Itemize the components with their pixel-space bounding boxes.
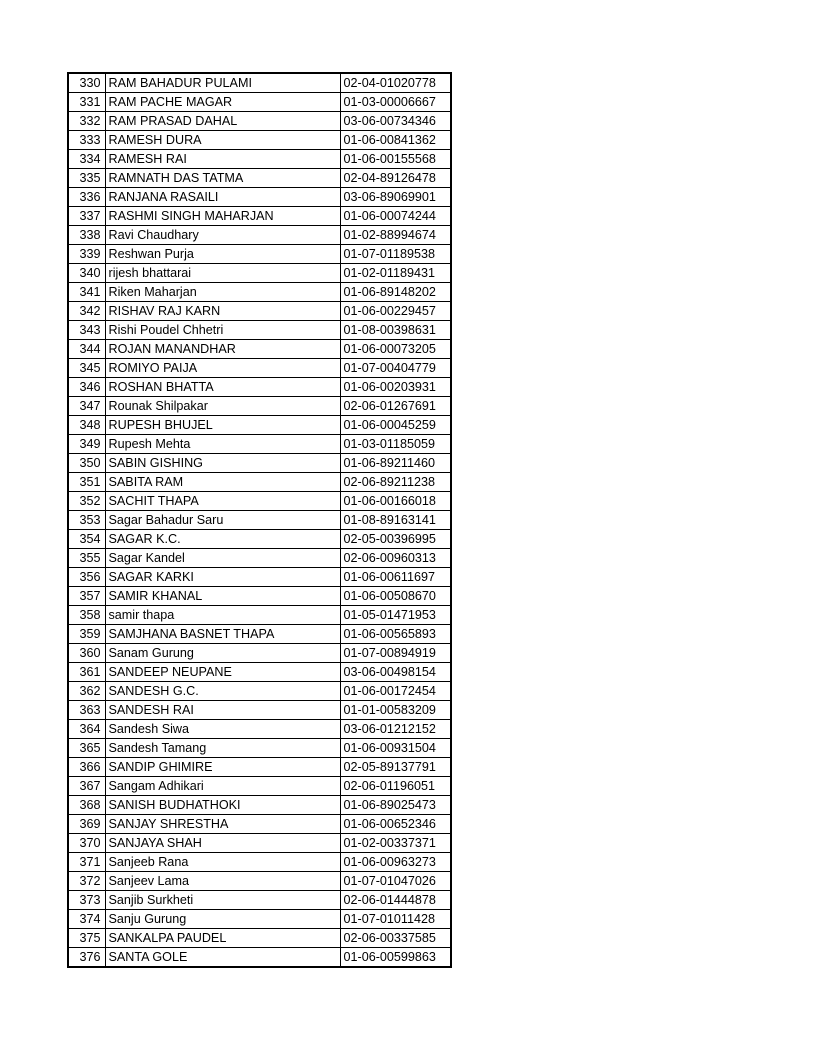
id-code: 01-06-89211460: [340, 454, 451, 473]
person-name: RAMNATH DAS TATMA: [105, 169, 340, 188]
row-number: 336: [68, 188, 105, 207]
id-code: 02-06-01196051: [340, 777, 451, 796]
table-row: [68, 245, 451, 264]
table-row: [68, 872, 451, 891]
row-number: 352: [68, 492, 105, 511]
table-row: [68, 302, 451, 321]
row-number: 365: [68, 739, 105, 758]
id-code: 01-06-00045259: [340, 416, 451, 435]
row-number: 343: [68, 321, 105, 340]
row-number: 338: [68, 226, 105, 245]
id-code: 01-06-00073205: [340, 340, 451, 359]
id-code: 01-07-01047026: [340, 872, 451, 891]
table-row: [68, 416, 451, 435]
id-code: 01-06-00611697: [340, 568, 451, 587]
table-row: [68, 853, 451, 872]
row-number: 369: [68, 815, 105, 834]
table-row: [68, 511, 451, 530]
row-number: 359: [68, 625, 105, 644]
row-number: 372: [68, 872, 105, 891]
row-number: 344: [68, 340, 105, 359]
id-code: 01-08-00398631: [340, 321, 451, 340]
id-code: 01-06-89025473: [340, 796, 451, 815]
id-code: 01-06-00172454: [340, 682, 451, 701]
id-code: 01-06-00565893: [340, 625, 451, 644]
person-name: Sanam Gurung: [105, 644, 340, 663]
table-row: [68, 663, 451, 682]
table-row: [68, 549, 451, 568]
row-number: 333: [68, 131, 105, 150]
row-number: 364: [68, 720, 105, 739]
row-number: 356: [68, 568, 105, 587]
person-name: RANJANA RASAILI: [105, 188, 340, 207]
person-name: RAMESH RAI: [105, 150, 340, 169]
row-number: 340: [68, 264, 105, 283]
id-code: 03-06-00498154: [340, 663, 451, 682]
table-row: [68, 93, 451, 112]
person-name: SAMIR KHANAL: [105, 587, 340, 606]
id-code: 01-02-01189431: [340, 264, 451, 283]
row-number: 337: [68, 207, 105, 226]
id-code: 02-04-89126478: [340, 169, 451, 188]
person-name: Sanjib Surkheti: [105, 891, 340, 910]
person-name: RAM PACHE MAGAR: [105, 93, 340, 112]
person-name: RAM BAHADUR PULAMI: [105, 73, 340, 93]
table-row: [68, 397, 451, 416]
table-row: [68, 73, 451, 93]
id-code: 01-06-00508670: [340, 587, 451, 606]
table-row: [68, 492, 451, 511]
table-row: [68, 378, 451, 397]
table-row: [68, 720, 451, 739]
person-name: Sagar Kandel: [105, 549, 340, 568]
person-name: RISHAV RAJ KARN: [105, 302, 340, 321]
person-name: Sanjeeb Rana: [105, 853, 340, 872]
table-row: [68, 834, 451, 853]
row-number: 371: [68, 853, 105, 872]
row-number: 367: [68, 777, 105, 796]
person-name: Sagar Bahadur Saru: [105, 511, 340, 530]
row-number: 354: [68, 530, 105, 549]
person-name: Rounak Shilpakar: [105, 397, 340, 416]
row-number: 363: [68, 701, 105, 720]
table-row: [68, 112, 451, 131]
table-row: [68, 758, 451, 777]
table-row: [68, 948, 451, 968]
table-row: [68, 568, 451, 587]
person-name: Reshwan Purja: [105, 245, 340, 264]
person-name: Sandesh Siwa: [105, 720, 340, 739]
id-code: 01-02-88994674: [340, 226, 451, 245]
id-code: 01-07-00894919: [340, 644, 451, 663]
person-name: Riken Maharjan: [105, 283, 340, 302]
person-name: Sandesh Tamang: [105, 739, 340, 758]
id-code: 01-02-00337371: [340, 834, 451, 853]
row-number: 334: [68, 150, 105, 169]
table-row: [68, 207, 451, 226]
table-row: [68, 891, 451, 910]
row-number: 376: [68, 948, 105, 968]
id-code: 03-06-89069901: [340, 188, 451, 207]
id-code: 01-05-01471953: [340, 606, 451, 625]
person-name: SAGAR K.C.: [105, 530, 340, 549]
person-name: ROSHAN BHATTA: [105, 378, 340, 397]
person-name: SANDEEP NEUPANE: [105, 663, 340, 682]
person-name: SANKALPA PAUDEL: [105, 929, 340, 948]
id-code: 03-06-01212152: [340, 720, 451, 739]
person-name: ROJAN MANANDHAR: [105, 340, 340, 359]
id-code: 01-07-01011428: [340, 910, 451, 929]
row-number: 345: [68, 359, 105, 378]
id-code: 01-06-00203931: [340, 378, 451, 397]
table-row: [68, 530, 451, 549]
table-row: [68, 435, 451, 454]
id-code: 01-06-00931504: [340, 739, 451, 758]
row-number: 358: [68, 606, 105, 625]
table-row: [68, 473, 451, 492]
id-code: 01-07-01189538: [340, 245, 451, 264]
person-name: Rupesh Mehta: [105, 435, 340, 454]
row-number: 351: [68, 473, 105, 492]
person-name: Sanju Gurung: [105, 910, 340, 929]
table-row: [68, 682, 451, 701]
table-row: [68, 321, 451, 340]
table-row: [68, 283, 451, 302]
person-name: SAMJHANA BASNET THAPA: [105, 625, 340, 644]
person-name: RASHMI SINGH MAHARJAN: [105, 207, 340, 226]
id-code: 01-06-00963273: [340, 853, 451, 872]
table-row: [68, 739, 451, 758]
row-number: 370: [68, 834, 105, 853]
row-number: 366: [68, 758, 105, 777]
id-code: 01-03-01185059: [340, 435, 451, 454]
table-body: [68, 73, 451, 967]
person-name: SACHIT THAPA: [105, 492, 340, 511]
id-code: 02-06-01267691: [340, 397, 451, 416]
row-number: 342: [68, 302, 105, 321]
row-number: 339: [68, 245, 105, 264]
row-number: 335: [68, 169, 105, 188]
person-name: Ravi Chaudhary: [105, 226, 340, 245]
id-code: 01-06-00599863: [340, 948, 451, 968]
person-name: SANDESH RAI: [105, 701, 340, 720]
person-name: SANJAYA SHAH: [105, 834, 340, 853]
row-number: 330: [68, 73, 105, 93]
id-code: 02-06-00960313: [340, 549, 451, 568]
row-number: 332: [68, 112, 105, 131]
row-number: 348: [68, 416, 105, 435]
person-name: SANJAY SHRESTHA: [105, 815, 340, 834]
person-name: SAGAR KARKI: [105, 568, 340, 587]
table-row: [68, 169, 451, 188]
table-row: [68, 701, 451, 720]
row-number: 341: [68, 283, 105, 302]
person-name: SABIN GISHING: [105, 454, 340, 473]
id-code: 01-06-89148202: [340, 283, 451, 302]
id-code: 02-06-89211238: [340, 473, 451, 492]
person-name: SABITA RAM: [105, 473, 340, 492]
table-row: [68, 796, 451, 815]
id-code: 01-06-00155568: [340, 150, 451, 169]
id-code: 01-06-00841362: [340, 131, 451, 150]
row-number: 353: [68, 511, 105, 530]
person-name: Sangam Adhikari: [105, 777, 340, 796]
row-number: 355: [68, 549, 105, 568]
row-number: 373: [68, 891, 105, 910]
id-code: 02-06-00337585: [340, 929, 451, 948]
table-row: [68, 815, 451, 834]
table-row: [68, 929, 451, 948]
row-number: 368: [68, 796, 105, 815]
row-number: 347: [68, 397, 105, 416]
table-row: [68, 625, 451, 644]
table-row: [68, 226, 451, 245]
row-number: 374: [68, 910, 105, 929]
row-number: 357: [68, 587, 105, 606]
person-name: samir thapa: [105, 606, 340, 625]
person-name: rijesh bhattarai: [105, 264, 340, 283]
person-name: SANTA GOLE: [105, 948, 340, 968]
row-number: 331: [68, 93, 105, 112]
person-name: SANISH BUDHATHOKI: [105, 796, 340, 815]
id-code: 02-04-01020778: [340, 73, 451, 93]
row-number: 349: [68, 435, 105, 454]
id-code: 01-01-00583209: [340, 701, 451, 720]
id-code: 01-03-00006667: [340, 93, 451, 112]
row-number: 375: [68, 929, 105, 948]
person-name: SANDIP GHIMIRE: [105, 758, 340, 777]
person-name: Rishi Poudel Chhetri: [105, 321, 340, 340]
table-row: [68, 777, 451, 796]
row-number: 361: [68, 663, 105, 682]
data-table: [67, 72, 452, 968]
person-name: Sanjeev Lama: [105, 872, 340, 891]
table-row: [68, 359, 451, 378]
table-row: [68, 644, 451, 663]
id-code: 03-06-00734346: [340, 112, 451, 131]
id-code: 01-06-00074244: [340, 207, 451, 226]
row-number: 360: [68, 644, 105, 663]
person-name: RAMESH DURA: [105, 131, 340, 150]
id-code: 01-07-00404779: [340, 359, 451, 378]
person-name: RUPESH BHUJEL: [105, 416, 340, 435]
table-row: [68, 910, 451, 929]
id-code: 02-05-00396995: [340, 530, 451, 549]
table-row: [68, 606, 451, 625]
row-number: 346: [68, 378, 105, 397]
person-name: SANDESH G.C.: [105, 682, 340, 701]
id-code: 01-06-00652346: [340, 815, 451, 834]
row-number: 362: [68, 682, 105, 701]
table-row: [68, 454, 451, 473]
id-code: 02-06-01444878: [340, 891, 451, 910]
id-code: 01-08-89163141: [340, 511, 451, 530]
person-name: RAM PRASAD DAHAL: [105, 112, 340, 131]
row-number: 350: [68, 454, 105, 473]
table-row: [68, 587, 451, 606]
table-row: [68, 188, 451, 207]
table-row: [68, 150, 451, 169]
id-code: 01-06-00229457: [340, 302, 451, 321]
id-code: 02-05-89137791: [340, 758, 451, 777]
table-row: [68, 340, 451, 359]
table-row: [68, 264, 451, 283]
id-code: 01-06-00166018: [340, 492, 451, 511]
person-name: ROMIYO PAIJA: [105, 359, 340, 378]
table-row: [68, 131, 451, 150]
